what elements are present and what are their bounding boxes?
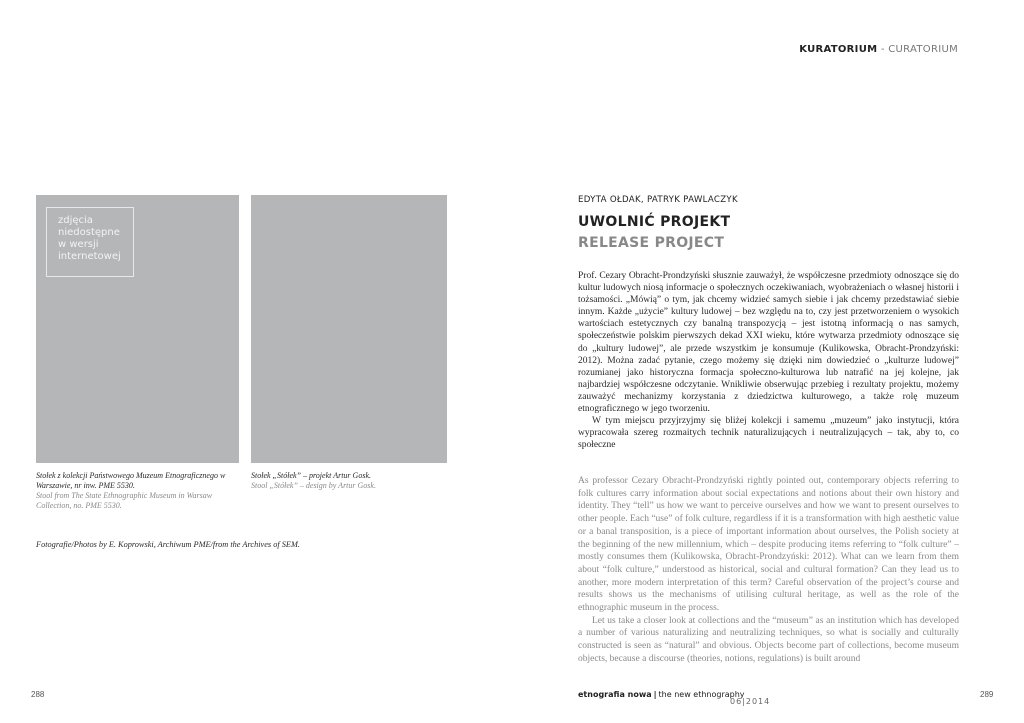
photo-caption-1	[36, 471, 244, 511]
journal-name-en: the new ethnography	[658, 690, 745, 699]
photo-credit: Fotografie/Photos by E. Koprowski, Archiwum PME/from the Archives of SEM.	[36, 540, 300, 549]
article-title-pl: UWOLNIĆ PROJEKT	[578, 214, 731, 230]
journal-name	[578, 690, 745, 699]
journal-separator: |	[653, 690, 657, 699]
issue-number: 06|2014	[730, 697, 771, 706]
photo-unavailable-line: internetowej	[58, 251, 121, 262]
article-title-en: RELEASE PROJECT	[578, 235, 725, 251]
caption-1-pl: Stołek z kolekcji Państwowego Muzeum Etnograficznego w Warszawie, nr inw. PME 5530.	[36, 471, 226, 490]
section-separator: -	[880, 44, 885, 55]
page-number-right: 289	[980, 690, 994, 699]
photo-caption-2	[251, 471, 451, 491]
photo-unavailable-line: niedostępne	[58, 227, 120, 238]
photo-placeholder-stool-design	[251, 195, 447, 463]
journal-name-pl: etnografia nowa	[578, 690, 652, 699]
section-header	[799, 44, 958, 55]
photo-unavailable-line: w wersji	[58, 239, 99, 250]
paragraph-en-1: As professor Cezary Obracht-Prondzyński rightly pointed out, contemporary objects referring to folk cultures carry information about social expectations and notions about their own history and identity. They “tell” us how we want to perceive ourselves and how we want to present ourselves to other people. Each “use” of folk culture, regardless if it is a transformation with high aesthetic value or a banal transposition, is a piece of important information about ourselves, the Polish society at the beginning of the new millennium, which – despite producing items referring to “folk culture” – mostly consumes them (Kulikowska, Obracht-Prondzyński: 2012). What can we learn from them about “folk culture,” understood as historical, social and cultural formation? Can they lead us to another, more modern interpretation of this term? Careful observation of the project’s course and results shows us the mechanisms of utilising cultural heritage, as well as the role of the ethnographic museum in the process.	[578, 476, 959, 614]
paragraph-pl-1: Prof. Cezary Obracht-Prondzyński słusznie zauważył, że współczesne przedmioty odnoszące się do kultur ludowych niosą informacje o społecznych oczekiwaniach, wyobrażeniach o własnej historii i tożsamości. „Mówią” o tym, jak chcemy widzieć samych siebie i jak chcemy przedstawiać siebie innym. Każde „użycie” kultury ludowej – bez względu na to, czy jest przetworzeniem o wysokich wartościach estetycznych czy banalną transpozycją – jest istotną informacją o nas samych, społeczeństwie polskim pierwszych dekad XXI wieku, które wytwarza przedmioty odnoszące się do „kultury ludowej”, ale przede wszystkim je konsumuje (Kulikowska, Obracht-Prondzyński: 2012). Można zadać pytanie, czego możemy się dzięki nim dowiedzieć o „kulturze ludowej” rozumianej jako historyczna formacja społeczno-kulturowa lub natrafić na jej kolejne, jak najbardziej współczesne odczytanie. Wnikliwie obserwując przebieg i rezultaty projektu, możemy zauważyć mechanizmy korzystania z dziedzictwa kulturowego, a także rolę muzeum etnograficznego w jego tworzeniu.	[578, 271, 959, 415]
article-authors: EDYTA OŁDAK, PATRYK PAWLACZYK	[578, 195, 738, 205]
section-title-pl: KURATORIUM	[799, 44, 878, 55]
caption-2-pl: Stołek „Stółek” – projekt Artur Gosk.	[251, 471, 371, 480]
paragraph-en-2: Let us take a closer look at collections and the “museum” as an institution which has developed a number of various naturalizing and neutralizing techniques, so what is socially and culturally constructed is seen as “natural” and obvious. Objects become part of collections, become museum objects, because a discourse (theories, notions, regulations) is built around	[578, 615, 959, 664]
page-number-left: 288	[31, 690, 45, 699]
photo-unavailable-notice	[46, 207, 134, 277]
paragraph-pl-2: W tym miejscu przyjrzyjmy się bliżej kolekcji i samemu „muzeum” jako instytucji, która wypracowała szereg rozmaitych technik naturalizujących i neutralizujących – tak, aby to, co społeczne	[578, 416, 959, 451]
article-body-pl	[578, 270, 959, 451]
photo-unavailable-line: zdjęcia	[58, 215, 93, 226]
section-title-en: CURATORIUM	[888, 44, 958, 55]
caption-1-en: Stool from The State Ethnographic Museum in Warsaw Collection, no. PME 5530.	[36, 491, 213, 510]
caption-2-en: Stool „Stółek” – design by Artur Gosk.	[251, 481, 376, 490]
article-body-en	[578, 475, 959, 666]
